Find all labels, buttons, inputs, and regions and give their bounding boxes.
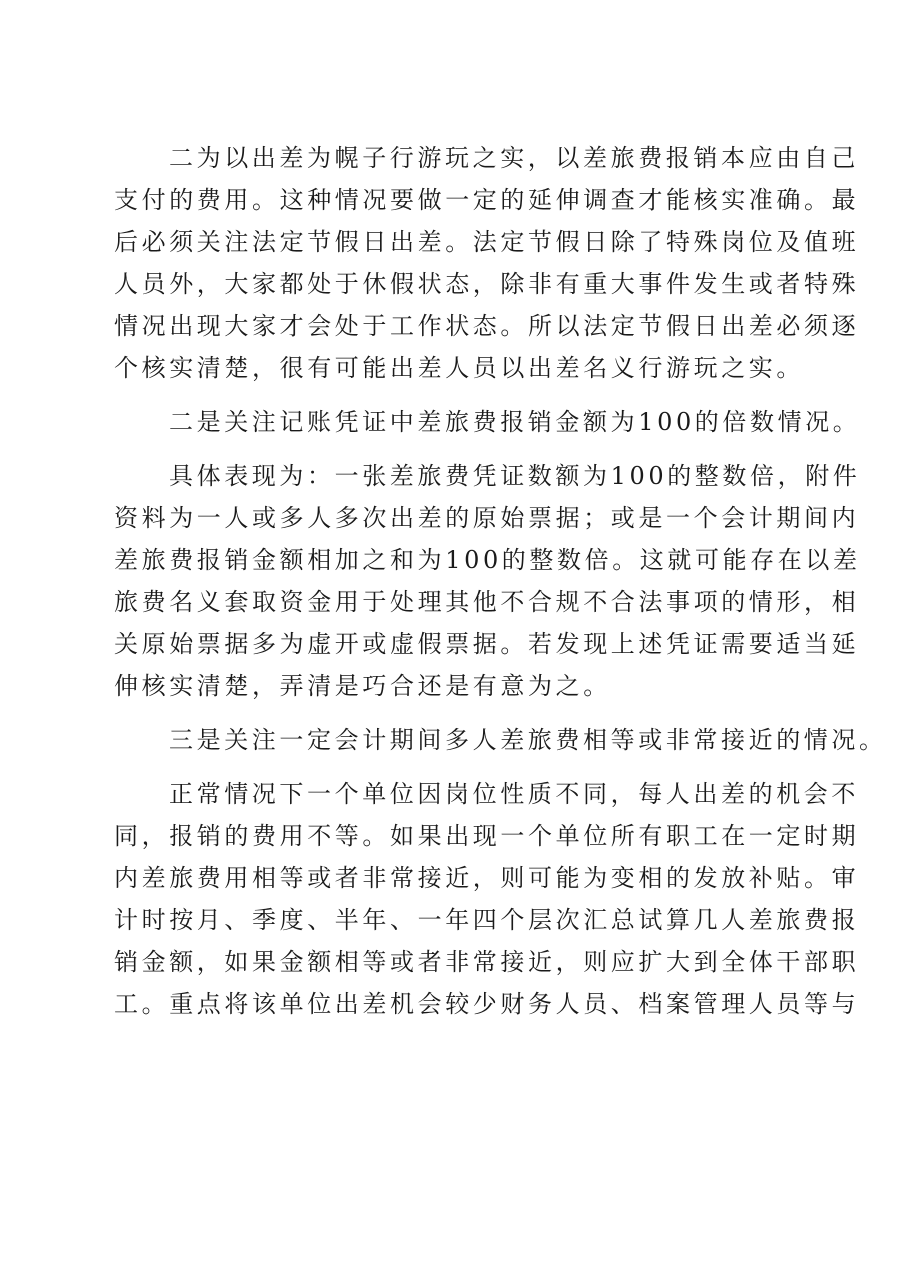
text-line: 具体表现为：一张差旅费凭证数额为100的整数倍，附件 — [169, 462, 861, 490]
text-line: 正常情况下一个单位因岗位性质不同，每人出差的机会不 — [169, 780, 859, 808]
text-line: 情况出现大家才会处于工作状态。所以法定节假日出差必须逐 — [114, 312, 860, 340]
text-line: 个核实清楚，很有可能出差人员以出差名义行游玩之实。 — [114, 354, 804, 382]
text-line: 旅费名义套取资金用于处理其他不合规不合法事项的情形，相 — [114, 588, 860, 616]
text-line: 人员外，大家都处于休假状态，除非有重大事件发生或者特殊 — [114, 270, 860, 298]
text-line: 销金额，如果金额相等或者非常接近，则应扩大到全体干部职 — [114, 948, 860, 976]
text-line: 三是关注一定会计期间多人差旅费相等或非常接近的情况。 — [169, 726, 887, 754]
text-line: 二是关注记账凭证中差旅费报销金额为100的倍数情况。 — [169, 408, 861, 436]
text-line: 内差旅费用相等或者非常接近，则可能为变相的发放补贴。审 — [114, 864, 860, 892]
text-line: 二为以出差为幌子行游玩之实，以差旅费报销本应由自己 — [169, 144, 859, 172]
text-line: 后必须关注法定节假日出差。法定节假日除了特殊岗位及值班 — [114, 228, 860, 256]
text-line: 支付的费用。这种情况要做一定的延伸调查才能核实准确。最 — [114, 186, 860, 214]
text-line: 计时按月、季度、半年、一年四个层次汇总试算几人差旅费报 — [114, 906, 860, 934]
text-line: 工。重点将该单位出差机会较少财务人员、档案管理人员等与 — [114, 990, 860, 1018]
text-line: 同，报销的费用不等。如果出现一个单位所有职工在一定时期 — [114, 822, 860, 850]
text-line: 差旅费报销金额相加之和为100的整数倍。这就可能存在以差 — [114, 546, 861, 574]
text-line: 关原始票据多为虚开或虚假票据。若发现上述凭证需要适当延 — [114, 630, 860, 658]
text-line: 伸核实清楚，弄清是巧合还是有意为之。 — [114, 672, 611, 700]
text-line: 资料为一人或多人多次出差的原始票据；或是一个会计期间内 — [114, 504, 860, 532]
